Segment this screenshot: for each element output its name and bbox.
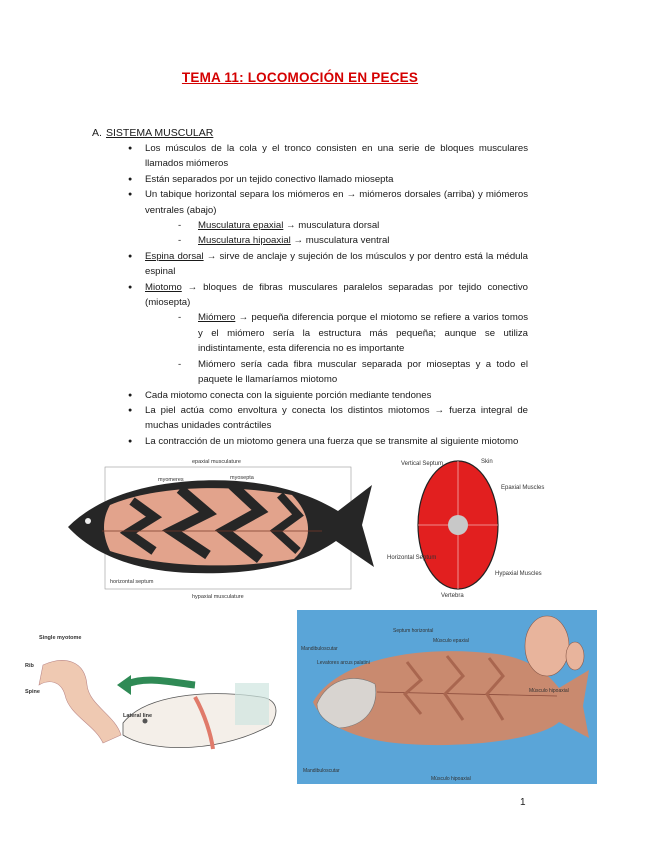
- bullet-item: [128, 434, 528, 449]
- myotome-figure: [25, 625, 295, 775]
- bullet-item: [128, 249, 528, 280]
- term: Miotomo: [145, 281, 182, 293]
- sub-item: [145, 357, 528, 388]
- arrow-head: [117, 675, 131, 695]
- label-vertical-septum: Vertical Septum: [401, 461, 444, 467]
- label-spine: Spine: [25, 689, 40, 695]
- bullet-item: [128, 141, 528, 172]
- section-letter: A.: [92, 127, 102, 139]
- bullet-item: [128, 403, 528, 434]
- label-rib: Rib: [25, 663, 34, 669]
- bullet-item: [128, 280, 528, 388]
- section-disc-small: [566, 642, 584, 670]
- page-number: 1: [520, 797, 526, 808]
- myotome-shape: [39, 660, 121, 743]
- bullet-item: [128, 172, 528, 187]
- highlight-box: [235, 683, 269, 725]
- label-septum-horizontal: Septum horizontal: [393, 628, 434, 634]
- bullet-text: Un tabique horizontal separa los miómeros en → miómeros dorsales (arriba) y miómeros ventrales (abajo): [145, 189, 528, 216]
- label-horizontal-septum: horizontal septum: [110, 579, 154, 585]
- section-heading: [92, 127, 213, 139]
- label-myomeres: myomeres: [158, 477, 184, 483]
- section-name: SISTEMA MUSCULAR: [106, 127, 214, 139]
- term: Miómero: [198, 312, 236, 324]
- bullet-text: Los músculos de la cola y el tronco consisten en una serie de bloques musculares llamados miómeros: [145, 143, 528, 170]
- bullet-list: [128, 141, 528, 449]
- label-mandibuloscutar-bottom: Mandibuloscutar: [303, 768, 340, 774]
- bullet-item: [128, 187, 528, 249]
- bullet-text: Están separados por un tejido conectivo llamado miosepta: [145, 173, 394, 185]
- cross-section-figure: [385, 455, 545, 600]
- label-hypaxial: hypaxial musculature: [192, 594, 244, 600]
- bullet-text: La piel actúa como envoltura y conecta los distintos miotomos → fuerza integral de muchas unidades contráctiles: [145, 404, 528, 432]
- sub-list: [145, 218, 528, 249]
- definition: → musculatura dorsal: [283, 220, 380, 232]
- label-epaxial: Epaxial Muscles: [501, 485, 545, 491]
- definition: → sirve de anclaje y sujeción de los músculos y por dentro está la médula espinal: [145, 250, 528, 278]
- arrow: [125, 680, 195, 685]
- label-hypaxial: Hypaxial Muscles: [495, 571, 542, 577]
- definition: → bloques de fibras musculares paralelos separadas por tejido conectivo (miosepta): [145, 281, 528, 309]
- salmon-musculature-figure: [62, 455, 377, 603]
- eye: [85, 518, 91, 524]
- label-hipoaxial: Músculo hipoaxial: [431, 776, 471, 782]
- bullet-text: La contracción de un miotomo genera una fuerza que se transmite al siguiente miotomo: [145, 435, 519, 447]
- label-levatores: Levatores arcus palatini: [317, 660, 370, 666]
- label-mandibuloscutar: Mandibuloscutar: [301, 646, 338, 652]
- label-epaxial: Músculo epaxial: [433, 638, 469, 644]
- label-lateral-line: Lateral line: [123, 713, 153, 719]
- vertebra: [448, 515, 468, 535]
- section-disc: [525, 616, 569, 676]
- bullet-text: Cada miotomo conecta con la siguiente porción mediante tendones: [145, 389, 432, 401]
- sub-item: [145, 233, 528, 248]
- definition: → musculatura ventral: [290, 235, 390, 247]
- definition: → pequeña diferencia porque el miotomo se refiere a varios tomos y el miómero sería la estructura más pequeña; aunque se utiliza indistintamente, esta diferencia no es importante: [198, 312, 528, 355]
- term: Espina dorsal: [145, 250, 204, 262]
- label-horizontal-septum: Horizontal Septum: [387, 555, 437, 561]
- label-myosepta: myosepta: [230, 475, 254, 481]
- eye: [143, 719, 148, 724]
- label-vertebra: Vertebra: [441, 593, 464, 599]
- sub-list: [145, 310, 528, 387]
- label-skin: Skin: [481, 459, 493, 465]
- bullet-item: [128, 388, 528, 403]
- label-single-myotome: Single myotome: [39, 635, 82, 641]
- sub-item: [145, 310, 528, 356]
- sub-item: [145, 218, 528, 233]
- perch-musculature-figure: [297, 610, 597, 784]
- term: Musculatura hipoaxial: [198, 235, 291, 247]
- page-title: TEMA 11: LOCOMOCIÓN EN PECES: [181, 70, 419, 85]
- definition: Miómero sería cada fibra muscular separada por mioseptas y a todo el paquete le llamaríamos miotomo: [198, 358, 528, 386]
- label-epaxial: epaxial musculature: [192, 459, 241, 465]
- term: Musculatura epaxial: [198, 220, 284, 232]
- label-hipoaxial-right: Músculo hipoaxial: [529, 688, 569, 694]
